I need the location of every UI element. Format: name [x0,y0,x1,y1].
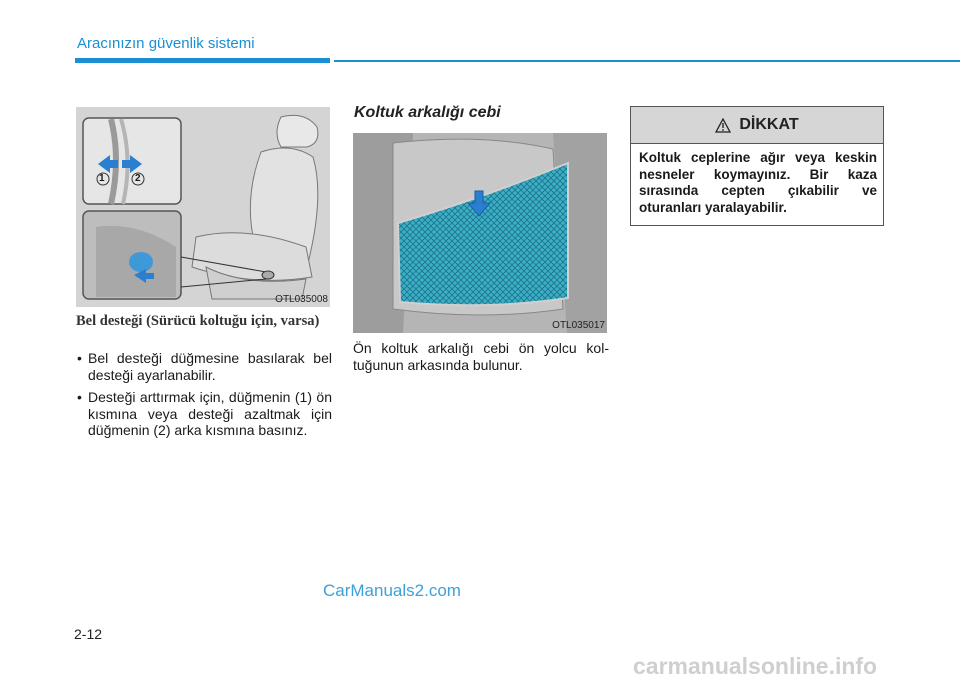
section-title: Aracınızın güvenlik sistemi [77,35,255,52]
seatback-pocket-illustration [353,133,607,333]
lumbar-support-illustration [76,107,330,307]
caution-box [630,106,884,226]
lumbar-bullet-list [76,350,332,445]
list-item: • Desteği arttırmak için, düğmenin (1) ön kısmına veya desteği azaltmak için düğmenin (2) arka kısmına basınız. [76,389,332,439]
header-rule-thick [75,58,330,63]
figure-callout-1: 1 [99,173,105,184]
caution-header [631,107,883,144]
caution-title: DİKKAT [739,116,799,133]
warning-triangle-icon [715,118,731,133]
seatback-body: Ön koltuk arkalığı cebi ön yolcu koltuğunun arkasında bulunur. [353,340,609,373]
lumbar-support-figure [76,107,330,307]
seatback-pocket-figure [353,133,607,333]
caution-body: Koltuk ceplerine ağır veya keskin nesneler koymayınız. Bir kaza sırasında cepten çıkabilir ve oturanları yaralayabilir. [639,150,877,215]
footer-brand: carmanualsonline.info [633,653,878,679]
figure-callout-2: 2 [135,173,141,184]
watermark-link[interactable]: CarManuals2.com [323,581,461,600]
figure-code: OTL035008 [275,294,328,305]
page-number: 2-12 [74,626,103,642]
figure-code: OTL035017 [552,320,605,331]
seatback-heading: Koltuk arkalığı cebi [354,104,501,121]
lumbar-heading: Bel desteği (Sürücü koltuğu için, varsa) [76,313,320,329]
header-rule-thin [334,60,960,62]
list-item: • Bel desteği düğmesine basılarak bel desteği ayarlanabilir. [76,350,332,383]
